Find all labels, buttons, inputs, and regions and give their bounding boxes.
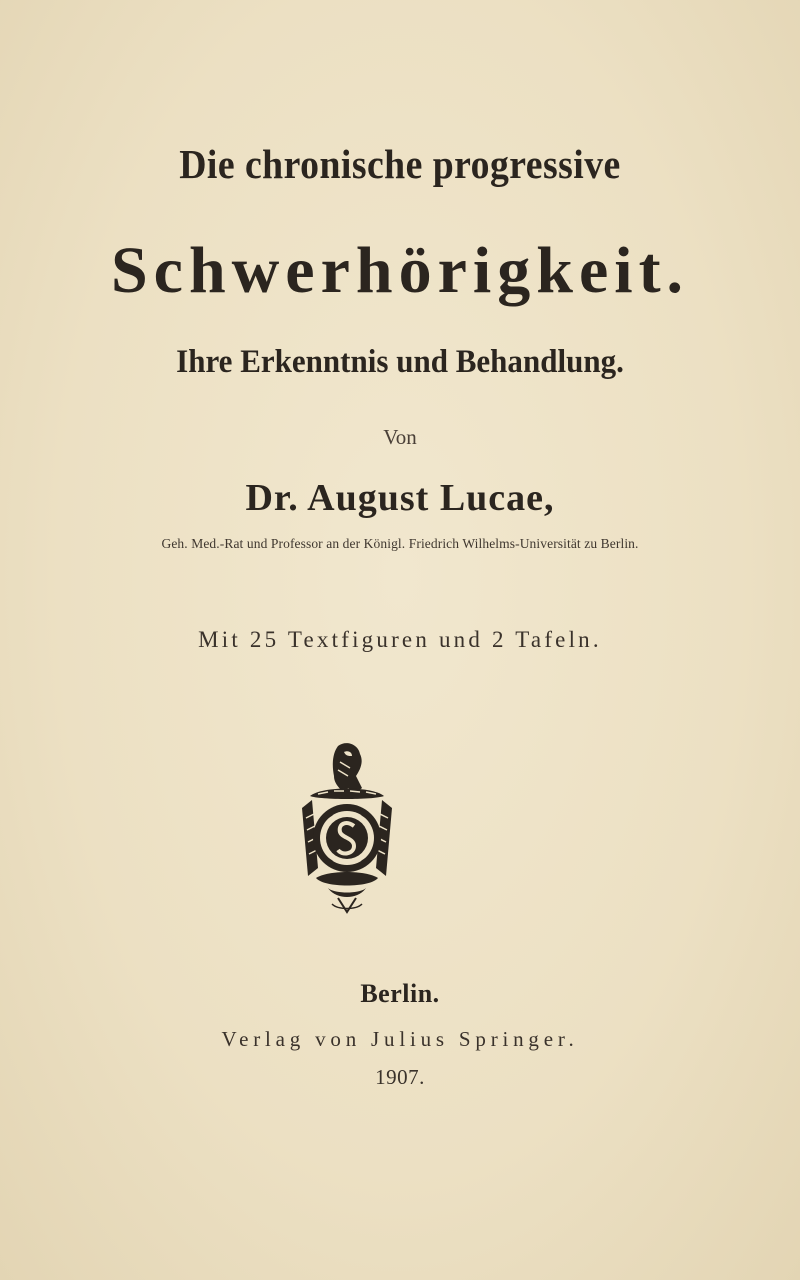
publisher-name: Verlag von Julius Springer. [221,1027,579,1051]
publication-year: 1907. [375,1065,425,1089]
illustrations-note: Mit 25 Textfiguren und 2 Tafeln. [198,627,602,652]
publication-city: Berlin. [360,979,440,1008]
author-description: Geh. Med.-Rat und Professor an der Königl. Friedrich Wilhelms-Universität zu Berlin. [161,536,639,551]
book-title: Schwerhörigkeit. [110,234,690,307]
springer-knight-emblem-icon [288,738,406,918]
book-subtitle: Ihre Erkenntnis und Behandlung. [176,344,624,380]
author-name: Dr. August Lucae, [245,477,555,519]
book-supertitle: Die chronische progressive [179,141,621,187]
by-label: Von [383,425,417,449]
